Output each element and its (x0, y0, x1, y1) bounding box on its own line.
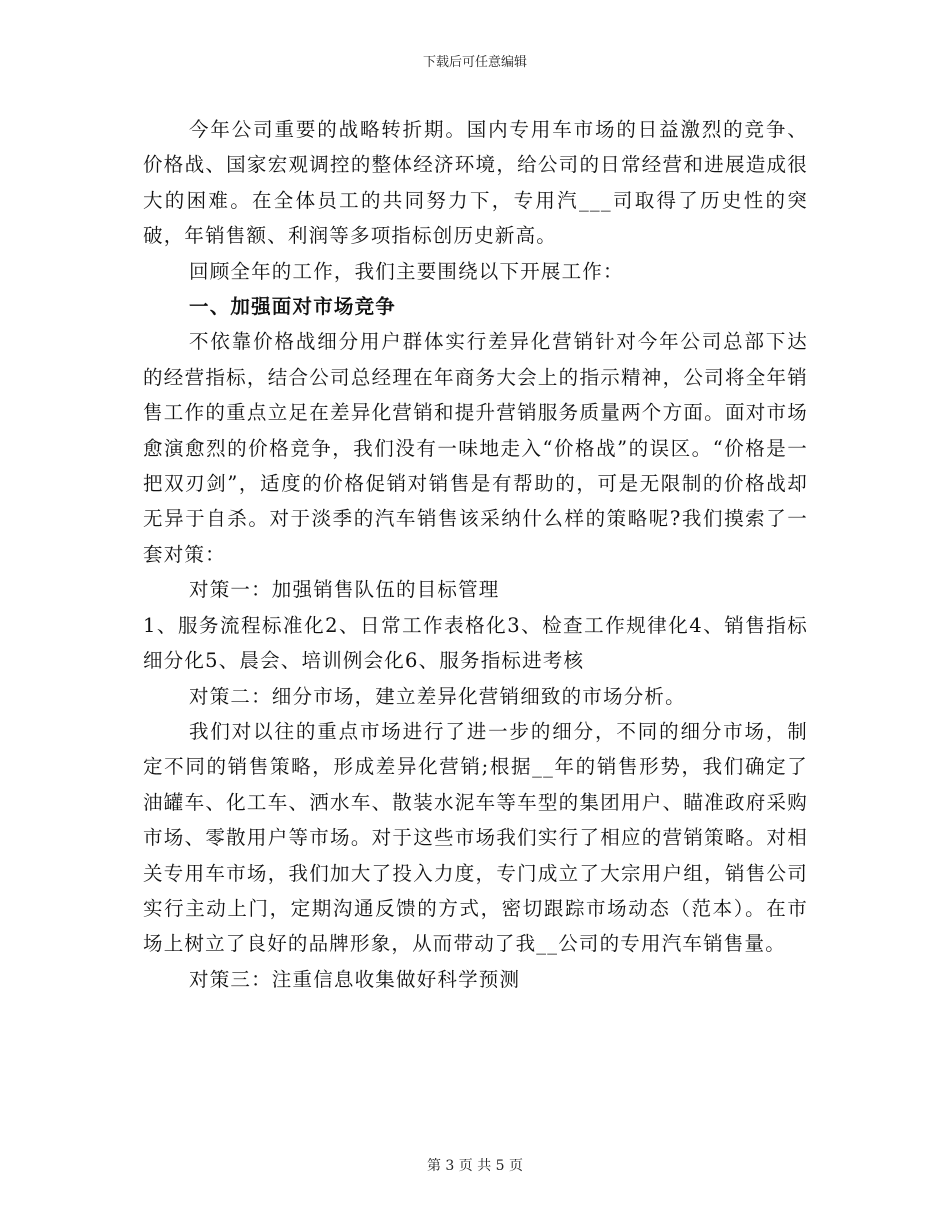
page-header: 下载后可任意编辑 (422, 55, 527, 70)
countermeasure-three: 对策三：注重信息收集做好科学预测 (189, 967, 521, 991)
paragraph-intro: 今年公司重要的战略转折期。国内专用车市场的日益激烈的竞争、价格战、国家宏观调控的整体经济环境，给公司的日常经营和进展造成很大的困难。在全体员工的共同努力下，专用汽___司取得了历史性的突破，年销售额、利润等多项指标创历史新高。 (143, 118, 808, 248)
paragraph-market-analysis: 我们对以往的重点市场进行了进一步的细分，不同的细分市场，制定不同的销售策略，形成差异化营销;根据__年的销售形势，我们确定了油罐车、化工车、洒水车、散装水泥车等车型的集团用户、瞄准政府采购市场、零散用户等市场。对于这些市场我们实行了相应的营销策略。对相关专用车市场，我们加大了投入力度，专门成立了大宗用户组，销售公司实行主动上门，定期沟通反馈的方式，密切跟踪市场动态（范本）。在市场上树立了良好的品牌形象，从而带动了我__公司的专用汽车销售量。 (143, 719, 808, 956)
section-heading: 一、加强面对市场竞争 (189, 295, 397, 319)
page-footer: 第 3 页 共 5 页 (426, 1158, 524, 1174)
paragraph-strategy: 不依靠价格战细分用户群体实行差异化营销针对今年公司总部下达的经营指标，结合公司总经理在年商务大会上的指示精神，公司将全年销售工作的重点立足在差异化营销和提升营销服务质量两个方面。面对市场愈演愈烈的价格竞争，我们没有一味地走入“价格战”的误区。“价格是一把双刃剑”，适度的价格促销对销售是有帮助的，可是无限制的价格战却无异于自杀。对于淡季的汽车销售该采纳什么样的策略呢?我们摸索了一套对策： (143, 330, 808, 566)
paragraph-review: 回顾全年的工作，我们主要围绕以下开展工作： (189, 259, 624, 283)
countermeasure-two: 对策二：细分市场，建立差异化营销细致的市场分析。 (189, 684, 686, 708)
countermeasure-one: 对策一：加强销售队伍的目标管理 (189, 578, 500, 602)
countermeasure-one-list: 1、服务流程标准化2、日常工作表格化3、检查工作规律化4、销售指标细分化5、晨会、培训例会化6、服务指标进考核 (143, 613, 808, 673)
document-body (143, 112, 808, 997)
